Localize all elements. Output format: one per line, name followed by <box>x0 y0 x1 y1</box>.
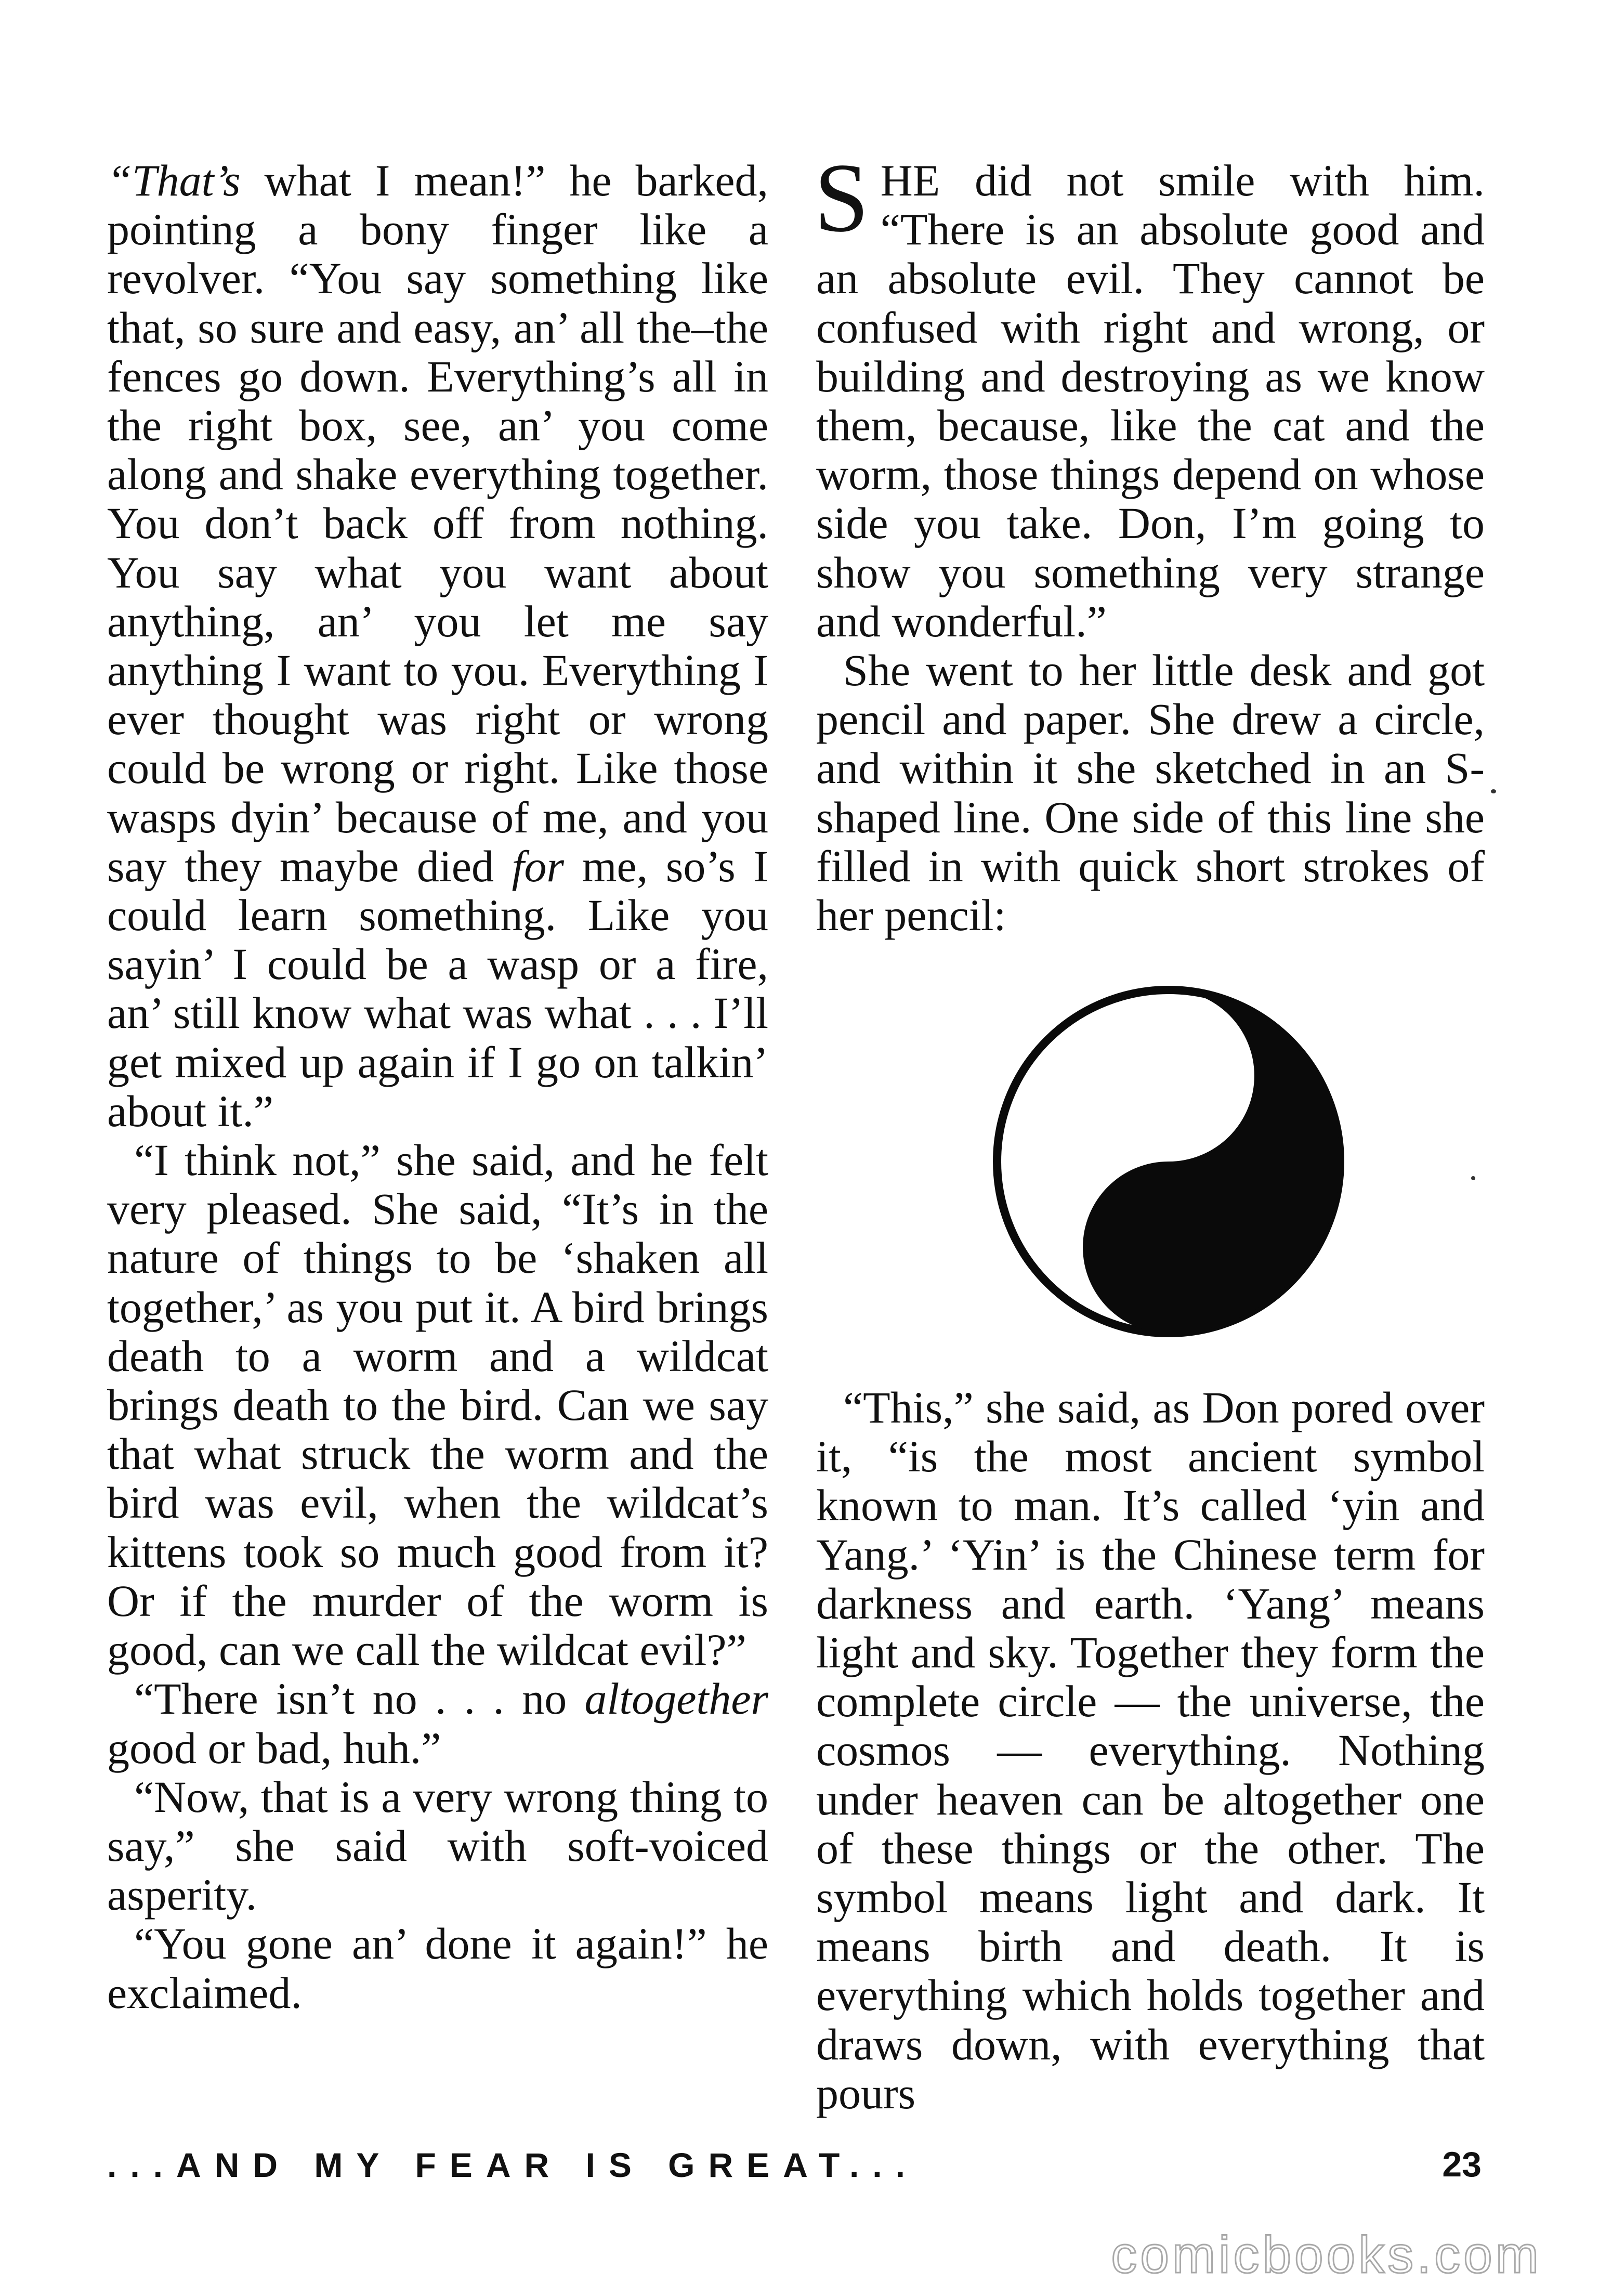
text-run: good or bad, huh.” <box>107 1723 441 1773</box>
right-text-column <box>814 144 1485 941</box>
yin-yang-figure <box>981 974 1356 1349</box>
yin-yang-icon <box>981 974 1356 1349</box>
site-watermark: comicbooks.com <box>1111 2226 1542 2284</box>
drop-cap: S <box>814 144 869 253</box>
paragraph <box>814 144 1485 646</box>
paragraph <box>107 156 768 1136</box>
text-run: “I think not,” she said, and he felt very pleased. She said, “It’s in the nature of things to be ‘shaken all together,’ as you put it. A bird brings death to a worm and a wildcat brings death to the bird. Can we say that what struck the worm and the bird was evil, when the wildcat’s kittens took so much good from it? Or if the murder of the worm is good, can we call the wildcat evil?” <box>107 1135 768 1675</box>
paragraph <box>107 1772 768 1920</box>
print-speck <box>1471 1176 1475 1180</box>
text-run: what I mean!” he barked, pointing a bony finger like a revolver. “You say something like that, so sure and easy, an’ all the–the fences go down. Everything’s all in the right box, see, an’ you come along and shake everything together. You don’t back off from nothing. You say what you want about anything, an’ you let me say anything I want to you. Everything I ever thought was right or wrong could be wrong or right. Like those wasps dyin’ because of me, and you say they maybe died <box>107 155 768 891</box>
text-run: “Now, that is a very wrong thing to say,” she said with soft-voiced asperity. <box>107 1771 768 1920</box>
print-speck <box>1491 789 1496 793</box>
paragraph <box>816 646 1485 940</box>
italic-text-run: “That’s <box>107 155 241 205</box>
page-number: 23 <box>1442 2145 1482 2184</box>
right-text-column-continued <box>816 1383 1485 2118</box>
text-run: She went to her little desk and got pencil and paper. She drew a circle, and within it she sketched in an S-shaped line. One side of this line she filled in with quick short strokes of her pencil: <box>816 645 1485 941</box>
paragraph <box>107 1136 768 1674</box>
text-run: “This,” she said, as Don pored over it, “is the most ancient symbol known to man. It’s called ‘yin and Yang.’ ‘Yin’ is the Chinese term for darkness and earth. ‘Yang’ means light and sky. Together they form the complete circle — the universe, the cosmos — everything. Nothing under heaven can be altogether one of these things or the other. The symbol means light and dark. It means birth and death. It is everything which holds together and draws down, with everything that pours <box>816 1382 1485 2118</box>
paragraph <box>107 1919 768 2017</box>
text-run: “There isn’t no . . . no <box>134 1674 585 1724</box>
text-run: me, so’s I could learn something. Like you sayin’ I could be a wasp or a fire, an’ still know what was what . . . I’ll get mixed up again if I go on talkin’ about it.” <box>107 841 768 1136</box>
italic-text-run: for <box>512 841 564 891</box>
paragraph <box>107 1674 768 1772</box>
left-text-column <box>107 156 768 2017</box>
paragraph <box>816 1383 1485 2118</box>
running-footer-title: ...AND MY FEAR IS GREAT... <box>107 2146 919 2184</box>
text-run: HE did not smile with him. “There is an absolute good and an absolute evil. They cannot be confused with right and wrong, or building and destroying as we know them, because, like the cat and the worm, those things depend on whose side you take. Don, I’m going to show you something very strange and wonderful.” <box>816 155 1485 646</box>
italic-text-run: altogether <box>584 1674 768 1724</box>
text-run: “You gone an’ done it again!” he exclaimed. <box>107 1919 768 2018</box>
